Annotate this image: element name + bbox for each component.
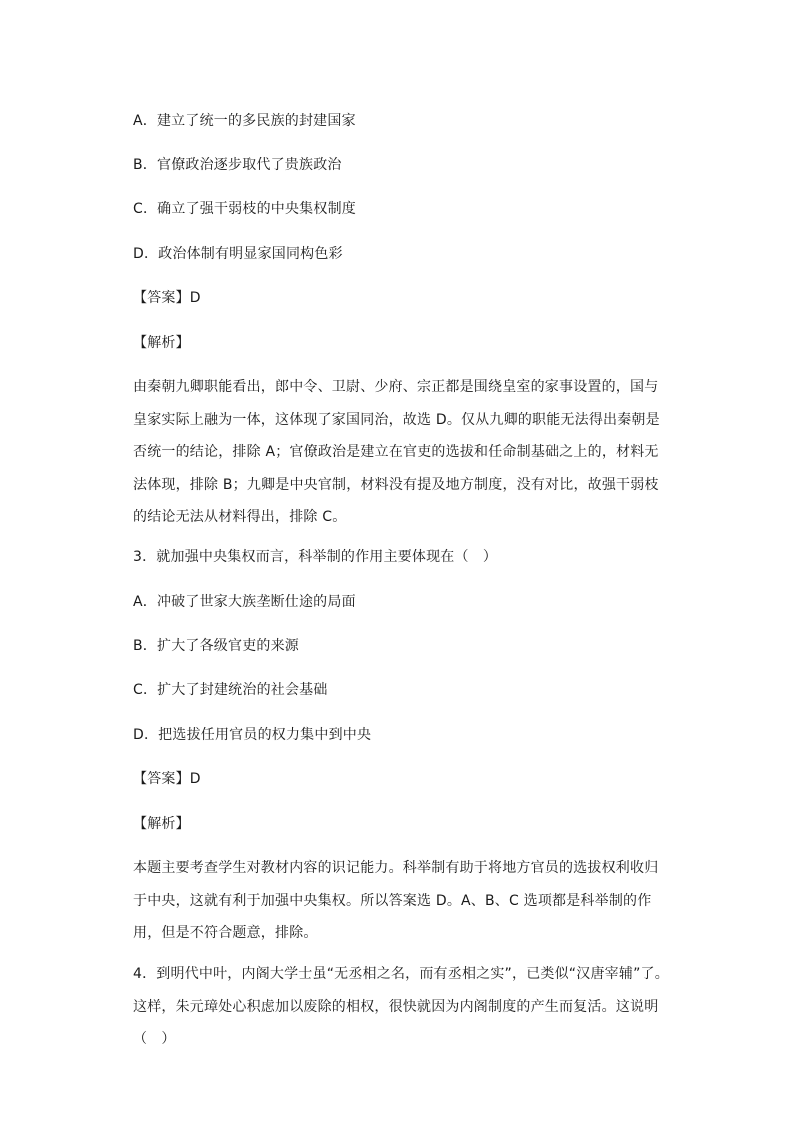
q2-analysis-text <box>133 377 663 527</box>
q4-stem-line: （ ） <box>133 1031 176 1047</box>
q2-analysis-line: 法体现，排除 B；九卿是中央官制，材料没有提及地方制度，没有对比，故强干弱枝 <box>133 476 659 493</box>
q3-option-a: A．冲破了世家大族垄断仕途的局面 <box>133 594 356 610</box>
q2-analysis-line: 否统一的结论，排除 A；官僚政治是建立在官吏的选拔和任命制基础之上的，材料无 <box>133 444 659 460</box>
q3-analysis-line: 于中央，这就有利于加强中央集权。所以答案选 D。A、B、C 选项都是科举制的作 <box>133 892 652 909</box>
q3-analysis-line: 用，但是不符合题意，排除。 <box>133 925 318 941</box>
q2-option-c: C．确立了强干弱枝的中央集权制度 <box>133 201 356 217</box>
q4-stem-line: 4．到明代中叶，内阁大学士虽“无丞相之名，而有丞相之实”，已类似“汉唐宰辅”了。 <box>133 966 669 982</box>
q2-analysis-heading: 【解析】 <box>133 335 190 351</box>
q3-analysis-heading: 【解析】 <box>133 816 190 832</box>
q3-analysis-text <box>133 858 663 943</box>
q2-answer: 【答案】D <box>133 290 201 306</box>
q3-option-c: C．扩大了封建统治的社会基础 <box>133 682 328 698</box>
q3-option-b: B．扩大了各级官吏的来源 <box>133 638 300 654</box>
q2-option-a: A．建立了统一的多民族的封建国家 <box>133 113 356 129</box>
q3-answer: 【答案】D <box>133 771 201 787</box>
q2-analysis-line: 皇家实际上融为一体，这体现了家国同治，故选 D。仅从九卿的职能无法得出秦朝是 <box>133 411 660 428</box>
q4-stem-line: 这样，朱元璋处心积虑加以废除的相权，很快就因为内阁制度的产生而复活。这说明 <box>133 998 659 1015</box>
q2-analysis-line: 的结论无法从材料得出，排除 C。 <box>133 509 347 525</box>
q2-option-b: B．官僚政治逐步取代了贵族政治 <box>133 157 342 173</box>
q2-analysis-line: 由秦朝九卿职能看出，郎中令、卫尉、少府、宗正都是围绕皇室的家事设置的，国与 <box>133 379 659 395</box>
q4-stem <box>133 964 669 1049</box>
q3-stem: 3．就加强中央集权而言，科举制的作用主要体现在（ ） <box>133 549 498 565</box>
q3-option-d: D．把选拔任用官员的权力集中到中央 <box>133 727 372 743</box>
q3-analysis-line: 本题主要考查学生对教材内容的识记能力。科举制有助于将地方官员的选拔权利收归 <box>133 860 659 876</box>
q2-option-d: D．政治体制有明显家国同构色彩 <box>133 246 343 262</box>
